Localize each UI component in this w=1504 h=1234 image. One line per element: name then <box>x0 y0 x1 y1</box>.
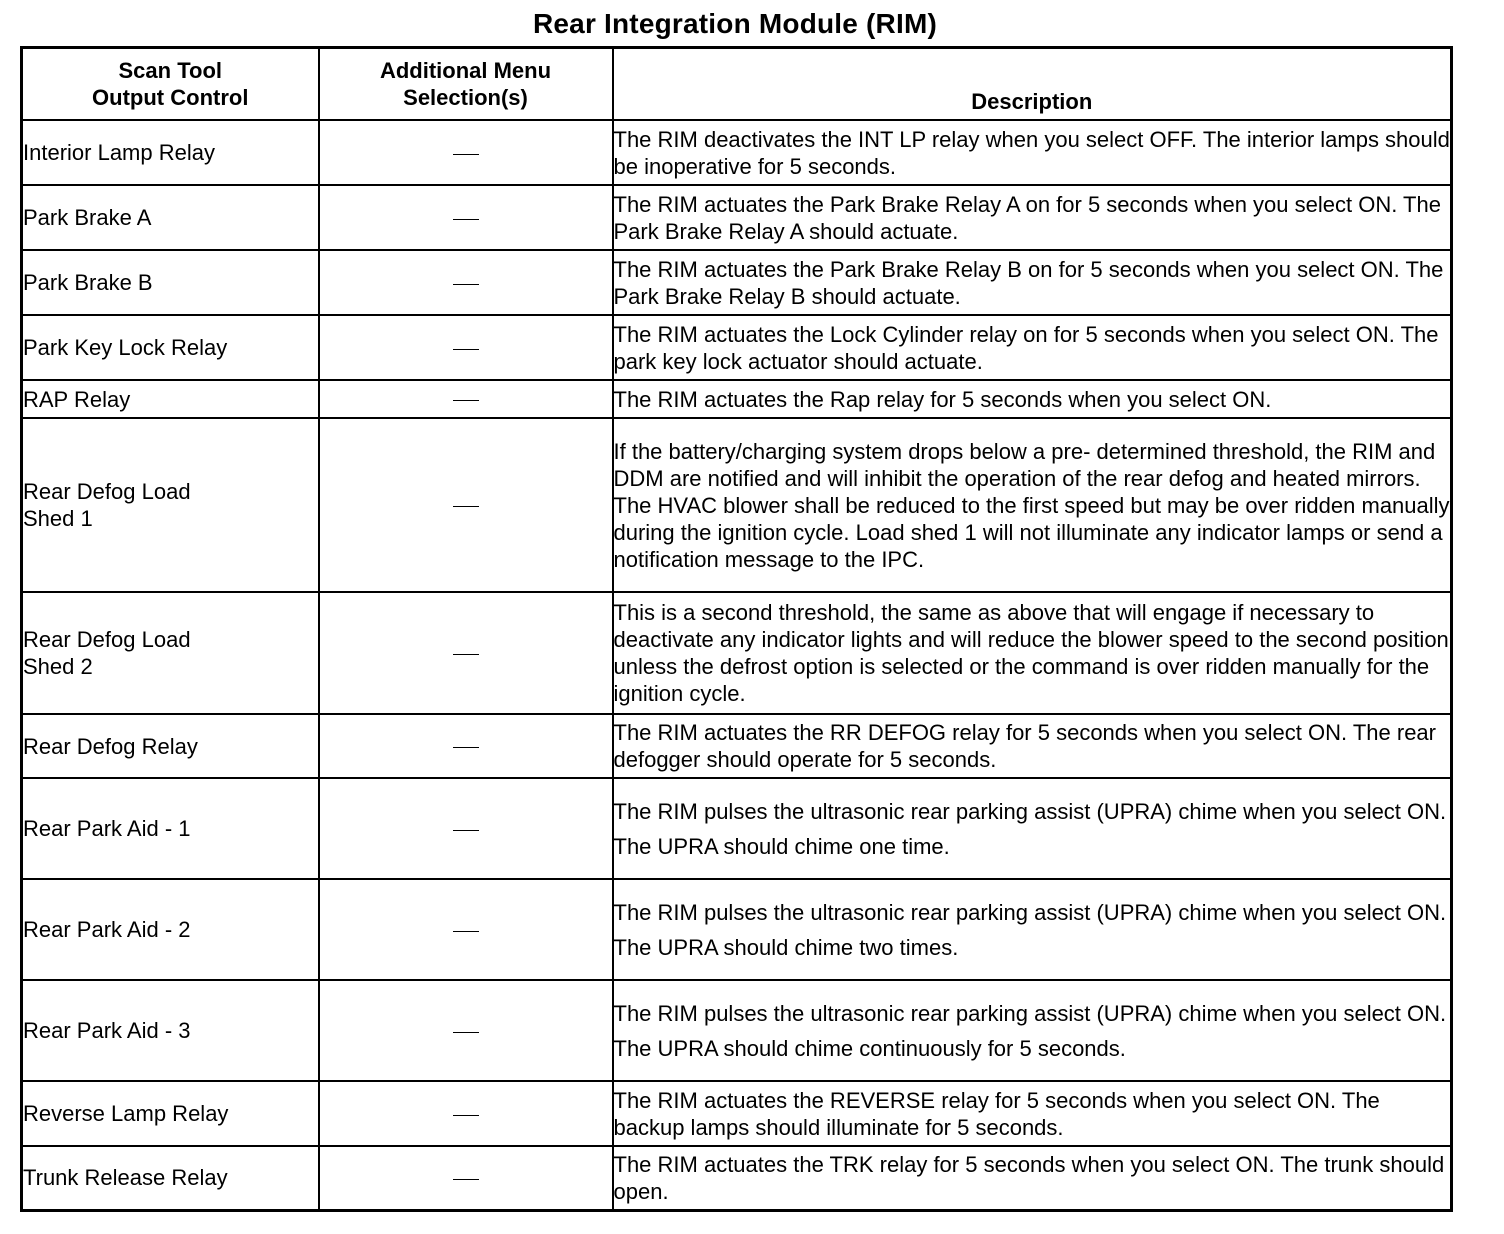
description-text: The RIM actuates the Rap relay for 5 seconds when you select ON. <box>613 386 1272 412</box>
output-control-name: Rear Park Aid - 3 <box>23 1018 191 1043</box>
column-header-additional-menu-selections <box>319 48 613 121</box>
menu-selection-cell <box>319 1081 613 1146</box>
output-control-cell <box>22 714 319 778</box>
output-control-name: Rear Defog Load <box>23 479 191 504</box>
header-line: Additional Menu <box>379 58 552 83</box>
table-row <box>22 120 1452 185</box>
menu-selection-cell <box>319 778 613 879</box>
output-control-name: Park Brake B <box>23 270 153 295</box>
output-control-name: Rear Park Aid - 2 <box>23 917 191 942</box>
table-row <box>22 1081 1452 1146</box>
no-selection-dash <box>453 747 479 748</box>
column-header-scan-tool-output-control <box>22 48 319 121</box>
description-cell <box>613 714 1452 778</box>
description-cell <box>613 315 1452 380</box>
menu-selection-cell <box>319 980 613 1081</box>
menu-selection-cell <box>319 879 613 980</box>
description-note: The UPRA should chime continuously for 5 seconds. <box>613 1035 1126 1061</box>
output-control-name: Rear Park Aid - 1 <box>23 816 191 841</box>
description-cell <box>613 380 1452 418</box>
description-text: The RIM pulses the ultrasonic rear parking assist (UPRA) chime when you select ON. <box>613 1000 1447 1026</box>
no-selection-dash <box>453 1115 479 1116</box>
menu-selection-cell <box>319 714 613 778</box>
no-selection-dash <box>453 154 479 155</box>
output-control-name: Interior Lamp Relay <box>23 140 215 165</box>
description-text: The RIM pulses the ultrasonic rear parking assist (UPRA) chime when you select ON. <box>613 798 1447 824</box>
description-text: The RIM pulses the ultrasonic rear parking assist (UPRA) chime when you select ON. <box>613 899 1447 925</box>
menu-selection-cell <box>319 120 613 185</box>
table-row <box>22 185 1452 250</box>
description-text: The RIM actuates the REVERSE relay for 5 seconds when you select ON. The backup lamps should illuminate for 5 seconds. <box>613 1087 1380 1140</box>
no-selection-dash <box>453 219 479 220</box>
description-text: The RIM actuates the Lock Cylinder relay on for 5 seconds when you select ON. The park key lock actuator should actuate. <box>613 321 1439 374</box>
description-text: The RIM actuates the TRK relay for 5 seconds when you select ON. The trunk should open. <box>613 1151 1445 1204</box>
no-selection-dash <box>453 506 479 507</box>
description-text: This is a second threshold, the same as above that will engage if necessary to deactivate any indicator lights and will reduce the blower speed to the second position unless the defrost option is selected or the command is over ridden manually for the ignition cycle. <box>613 600 1449 706</box>
output-control-name-cont: Shed 1 <box>23 506 93 531</box>
menu-selection-cell <box>319 592 613 714</box>
description-cell <box>613 1081 1452 1146</box>
output-control-name: Rear Defog Relay <box>23 733 198 759</box>
menu-selection-cell <box>319 1146 613 1210</box>
menu-selection-cell <box>319 185 613 250</box>
output-control-cell <box>22 879 319 980</box>
table-row <box>22 418 1452 592</box>
table-row <box>22 380 1452 418</box>
table-header-row <box>22 48 1452 121</box>
description-text: The RIM actuates the Park Brake Relay A on for 5 seconds when you select ON. The Park Brake Relay A should actuate. <box>613 191 1441 244</box>
output-control-name-cont: Shed 2 <box>23 654 93 679</box>
description-cell <box>613 250 1452 315</box>
description-cell <box>613 1146 1452 1210</box>
description-cell <box>613 980 1452 1081</box>
menu-selection-cell <box>319 315 613 380</box>
output-control-name: RAP Relay <box>23 386 131 412</box>
no-selection-dash <box>453 284 479 285</box>
description-text: If the battery/charging system drops below a pre- determined threshold, the RIM and DDM are notified and will inhibit the operation of the rear defog and heated mirrors. The HVAC blower shall be reduced to the first speed but may be over ridden manually during the ignition cycle. Load shed 1 will not illuminate any indicator lamps or send a notification message to the IPC. <box>613 438 1450 572</box>
description-cell <box>613 879 1452 980</box>
table-body <box>22 120 1452 1210</box>
column-header-description: Description <box>613 48 1452 121</box>
no-selection-dash <box>453 349 479 350</box>
output-control-name: Trunk Release Relay <box>23 1165 228 1191</box>
output-control-cell <box>22 120 319 185</box>
table-row <box>22 592 1452 714</box>
table-row <box>22 250 1452 315</box>
header-line: Scan Tool <box>118 58 222 83</box>
output-control-name: Rear Defog Load <box>23 627 191 652</box>
no-selection-dash <box>453 654 479 655</box>
output-control-cell <box>22 418 319 592</box>
rim-output-control-table <box>20 46 1453 1212</box>
output-control-cell <box>22 1146 319 1210</box>
description-cell <box>613 592 1452 714</box>
output-control-cell <box>22 778 319 879</box>
output-control-name: Park Brake A <box>23 205 152 230</box>
no-selection-dash <box>453 931 479 932</box>
description-text: The RIM actuates the Park Brake Relay B on for 5 seconds when you select ON. The Park Brake Relay B should actuate. <box>613 256 1444 309</box>
output-control-cell <box>22 1081 319 1146</box>
description-cell <box>613 778 1452 879</box>
output-control-name: Park Key Lock Relay <box>23 335 228 360</box>
menu-selection-cell <box>319 380 613 418</box>
table-row <box>22 879 1452 980</box>
no-selection-dash <box>453 1179 479 1180</box>
table-row <box>22 315 1452 380</box>
description-text: The RIM deactivates the INT LP relay when you select OFF. The interior lamps should be inoperative for 5 seconds. <box>613 126 1450 179</box>
description-cell <box>613 120 1452 185</box>
menu-selection-cell <box>319 250 613 315</box>
no-selection-dash <box>453 1032 479 1033</box>
output-control-name: Reverse Lamp Relay <box>23 1101 229 1126</box>
description-note: The UPRA should chime one time. <box>613 833 950 859</box>
header-line: Selection(s) <box>403 85 528 110</box>
description-cell <box>613 418 1452 592</box>
output-control-cell <box>22 185 319 250</box>
menu-selection-cell <box>319 418 613 592</box>
description-note: The UPRA should chime two times. <box>613 934 959 960</box>
page-title: Rear Integration Module (RIM) <box>532 8 938 39</box>
no-selection-dash <box>453 830 479 831</box>
table-row <box>22 714 1452 778</box>
header-line: Output Control <box>92 85 249 110</box>
table-row <box>22 980 1452 1081</box>
table-row <box>22 1146 1452 1210</box>
output-control-cell <box>22 592 319 714</box>
output-control-cell <box>22 980 319 1081</box>
no-selection-dash <box>453 400 479 401</box>
output-control-cell <box>22 380 319 418</box>
output-control-cell <box>22 315 319 380</box>
output-control-cell <box>22 250 319 315</box>
description-cell <box>613 185 1452 250</box>
table-row <box>22 778 1452 879</box>
description-text: The RIM actuates the RR DEFOG relay for 5 seconds when you select ON. The rear defogger should operate for 5 seconds. <box>613 720 1436 772</box>
